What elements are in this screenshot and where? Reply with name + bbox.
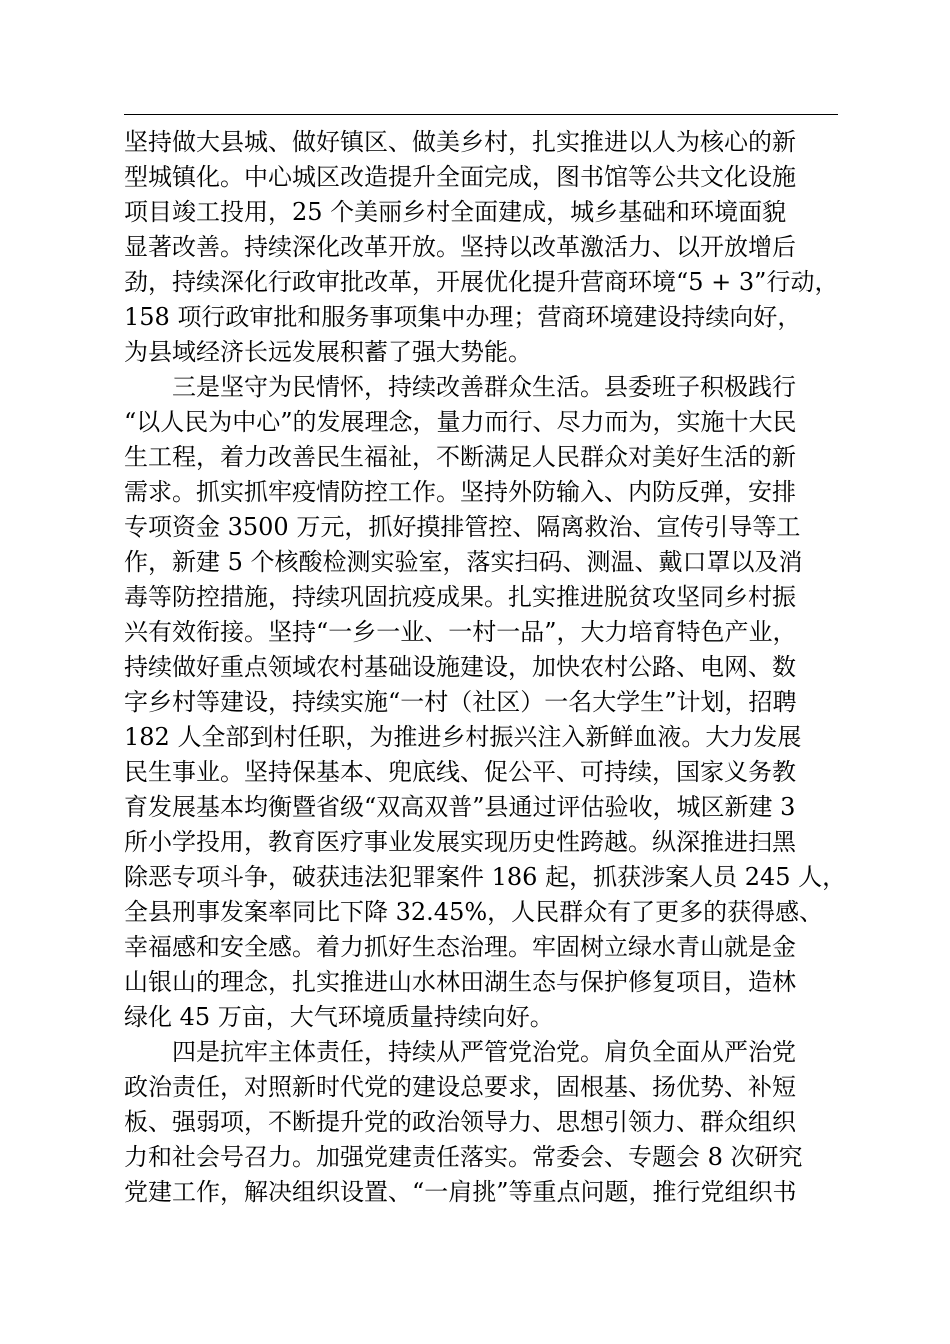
text-line: 兴有效衔接。坚持“一乡一业、一村一品”，大力培育特色产业，	[124, 618, 797, 646]
text-line: 除恶专项斗争，破获违法犯罪案件 186 起，抓获涉案人员 245 人，	[124, 863, 847, 891]
text-line: 显著改善。持续深化改革开放。坚持以改革激活力、以开放增后	[124, 233, 796, 261]
text-line: 政治责任，对照新时代党的建设总要求，固根基、扬优势、补短	[124, 1073, 796, 1101]
text-line: 山银山的理念，扎实推进山水林田湖生态与保护修复项目，造林	[124, 968, 796, 996]
header-rule	[124, 114, 838, 115]
text-line: 板、强弱项，不断提升党的政治领导力、思想引领力、群众组织	[124, 1108, 796, 1136]
text-line: 力和社会号召力。加强党建责任落实。常委会、专题会 8 次研究	[124, 1143, 803, 1171]
text-line: 幸福感和安全感。着力抓好生态治理。牢固树立绿水青山就是金	[124, 933, 796, 961]
text-line: 坚持做大县城、做好镇区、做美乡村，扎实推进以人为核心的新	[124, 128, 796, 156]
text-line: 劲，持续深化行政审批改革，开展优化提升营商环境“5 + 3”行动，	[124, 268, 839, 296]
text-line: 持续做好重点领域农村基础设施建设，加快农村公路、电网、数	[124, 653, 796, 681]
text-line: 育发展基本均衡暨省级“双高双普”县通过评估验收，城区新建 3	[124, 793, 796, 821]
text-line: 作，新建 5 个核酸检测实验室，落实扫码、测温、戴口罩以及消	[124, 548, 803, 576]
text-line: 型城镇化。中心城区改造提升全面完成，图书馆等公共文化设施	[124, 163, 796, 191]
text-line: 毒等防控措施，持续巩固抗疫成果。扎实推进脱贫攻坚同乡村振	[124, 583, 796, 611]
text-line: 182 人全部到村任职，为推进乡村振兴注入新鲜血液。大力发展	[124, 723, 802, 751]
text-line: 民生事业。坚持保基本、兜底线、促公平、可持续，国家义务教	[124, 758, 796, 786]
text-line: 生工程，着力改善民生福祉，不断满足人民群众对美好生活的新	[124, 443, 796, 471]
text-line: 项目竣工投用，25 个美丽乡村全面建成，城乡基础和环境面貌	[124, 198, 787, 226]
text-line: 党建工作，解决组织设置、“一肩挑”等重点问题，推行党组织书	[124, 1178, 797, 1206]
text-line: 绿化 45 万亩，大气环境质量持续向好。	[124, 1003, 554, 1031]
text-line: 全县刑事发案率同比下降 32.45%，人民群众有了更多的获得感、	[124, 898, 824, 926]
text-line: 字乡村等建设，持续实施“一村（社区）一名大学生”计划，招聘	[124, 688, 797, 716]
text-line: “以人民为中心”的发展理念，量力而行、尽力而为，实施十大民	[124, 408, 797, 436]
paragraph-start-line: 四是抗牢主体责任，持续从严管党治党。肩负全面从严治党	[172, 1038, 796, 1066]
text-line: 专项资金 3500 万元，抓好摸排管控、隔离救治、宣传引导等工	[124, 513, 801, 541]
text-line: 为县域经济长远发展积蓄了强大势能。	[124, 338, 532, 366]
document-body	[124, 125, 864, 1210]
paragraph-start-line: 三是坚守为民情怀，持续改善群众生活。县委班子积极践行	[172, 373, 796, 401]
text-line: 需求。抓实抓牢疫情防控工作。坚持外防输入、内防反弹，安排	[124, 478, 796, 506]
text-line: 158 项行政审批和服务事项集中办理；营商环境建设持续向好，	[124, 303, 802, 331]
text-line: 所小学投用，教育医疗事业发展实现历史性跨越。纵深推进扫黑	[124, 828, 796, 856]
